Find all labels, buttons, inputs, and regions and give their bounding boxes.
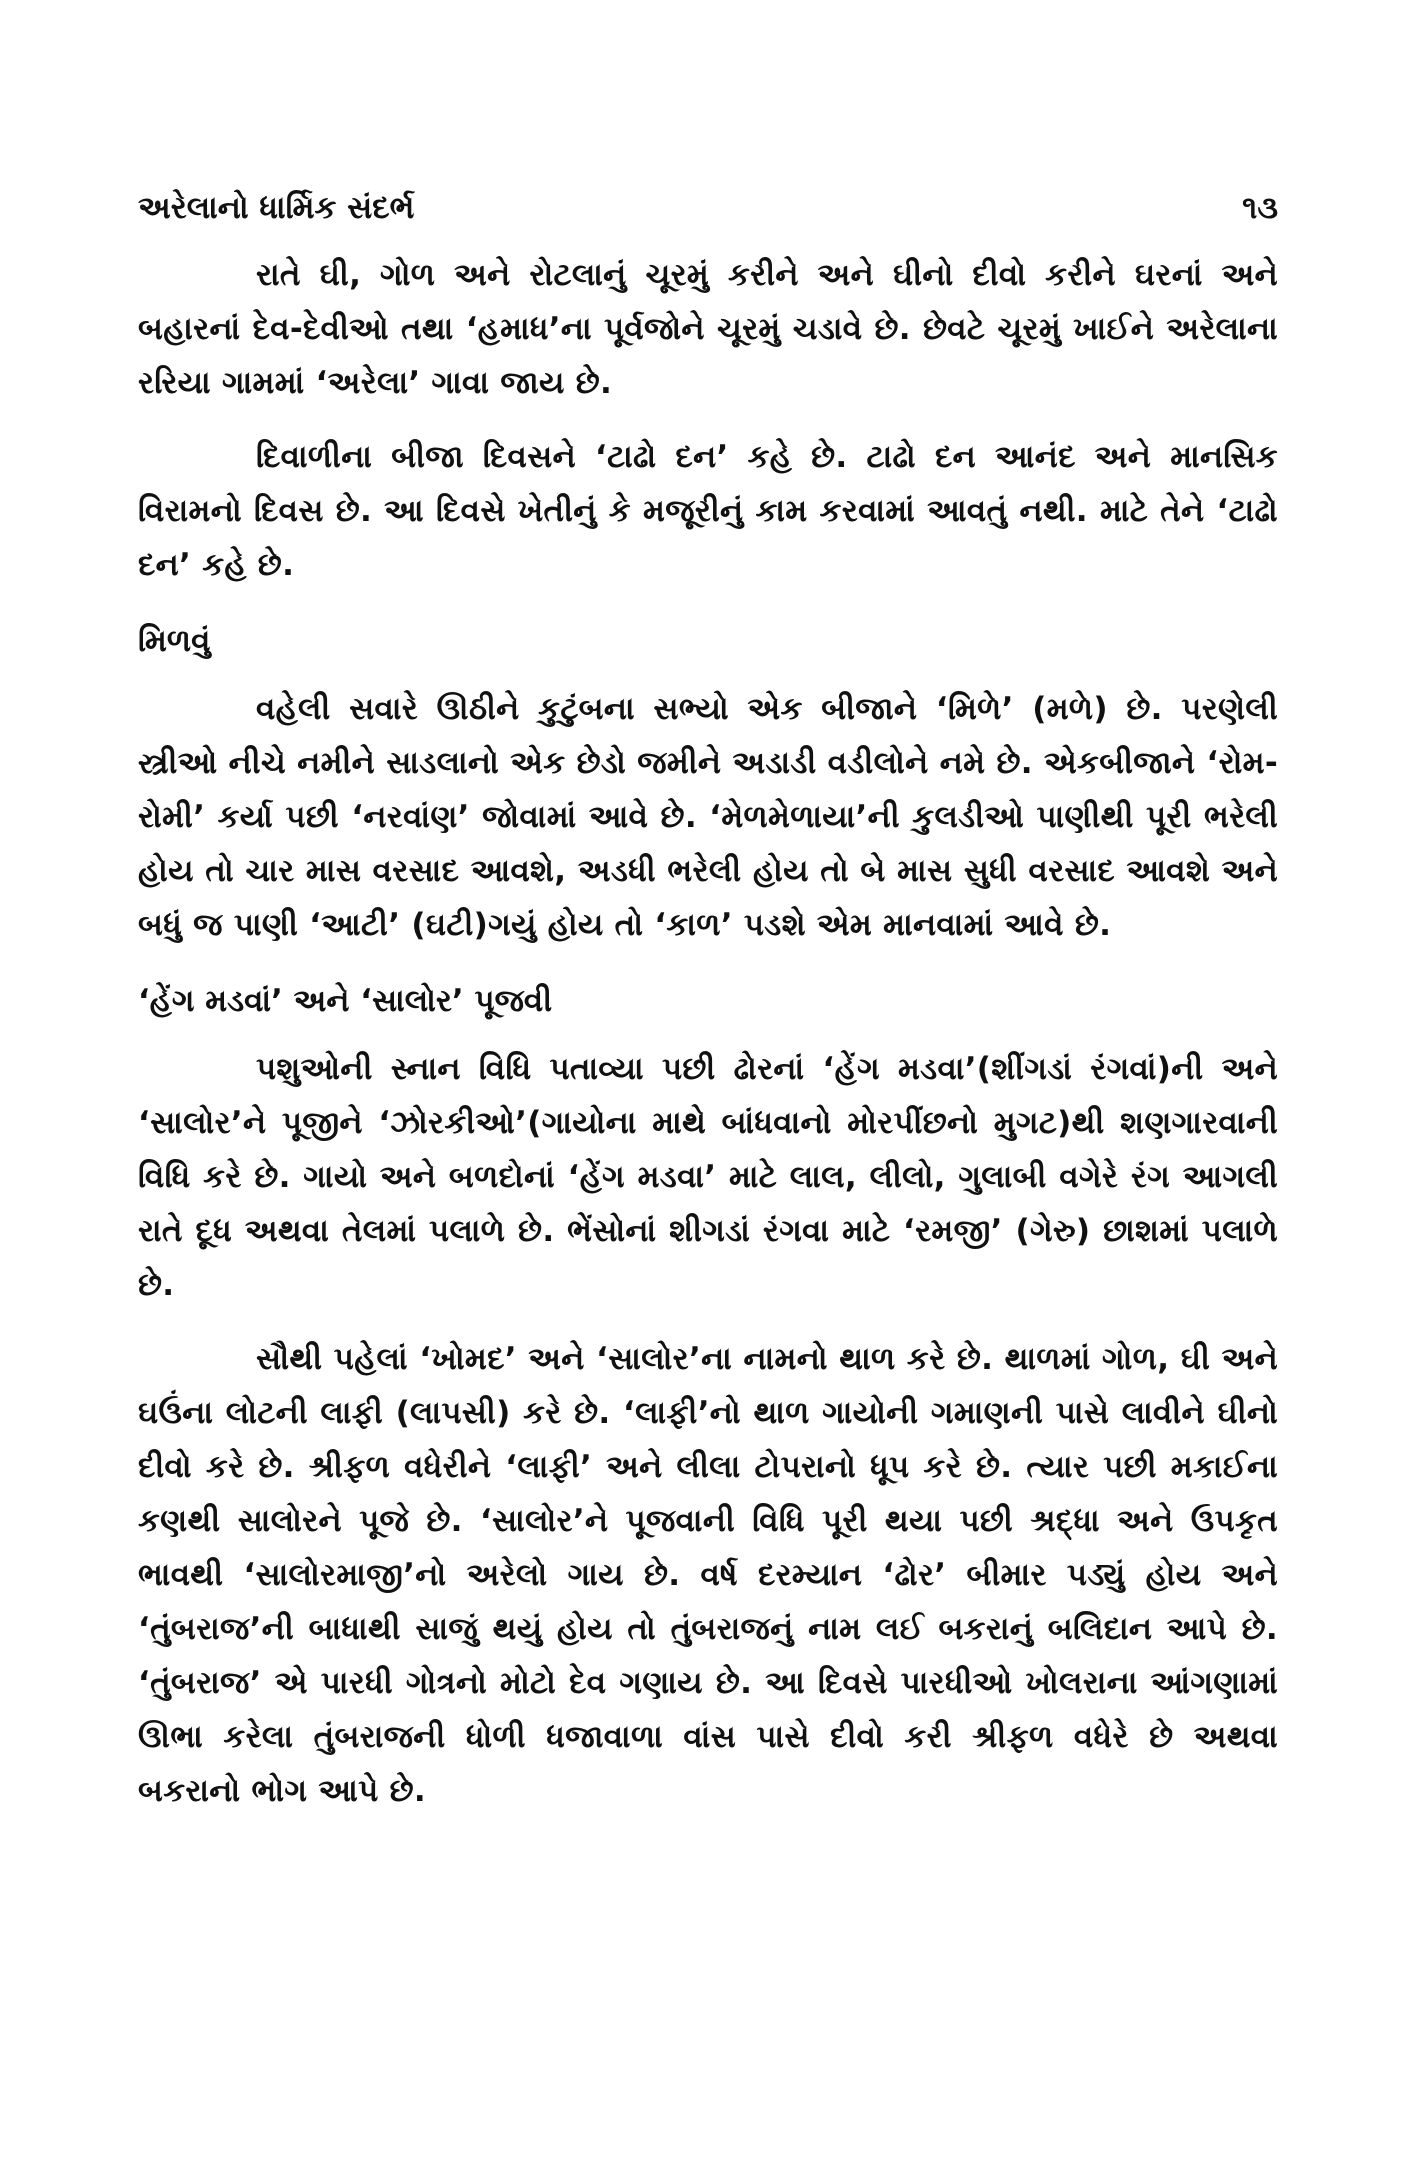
book-page [138, 190, 1278, 1818]
paragraph-2: દિવાળીના બીજા દિવસને ‘ટાઢો દન’ કહે છે. ટાઢો દન આનંદ અને માનસિક વિરામનો દિવસ છે. આ દિવસે ખેતીનું કે મજૂરીનું કામ કરવામાં આવતું નથી. માટે તેને ‘ટાઢો દન’ કહે છે. [138, 439, 1278, 583]
section-heading-heng-madva: ‘હેંગ મડવાં’ અને ‘સાલોર’ પૂજવી [138, 983, 553, 1019]
paragraph-5: સૌથી પહેલાં ‘ખોમદ’ અને ‘સાલોર’ના નામનો થાળ કરે છે. થાળમાં ગોળ, ઘી અને ઘઉંના લોટની લાફી (લાપસી) કરે છે. ‘લાફી’નો થાળ ગાયોની ગમાણની પાસે લાવીને ઘીનો દીવો કરે છે. શ્રીફળ વધેરીને ‘લાફી’ અને લીલા ટોપરાનો ધૂપ કરે છે. ત્યાર પછી મકાઈના કણથી સાલોરને પૂજે છે. ‘સાલોર’ને પૂજવાની વિધિ પૂરી થયા પછી શ્રદ્ધા અને ઉપકૃત ભાવથી ‘સાલોરમાજી’નો અરેલો ગાય છે. વર્ષ દરમ્યાન ‘ઢોર’ બીમાર પડ્યું હોય અને ‘તુંબરાજ’ની બાધાથી સાજું થયું હોય તો તુંબરાજનું નામ લઈ બકરાનું બલિદાન આપે છે. ‘તુંબરાજ’ એ પારધી ગોત્રનો મોટો દેવ ગણાય છે. આ દિવસે પારધીઓ ખોલરાના આંગણામાં ઊભા કરેલા તુંબરાજની ધોળી ધજાવાળા વાંસ પાસે દીવો કરી શ્રીફળ વધેરે છે અથવા બકરાનો ભોગ આપે છે. [138, 1341, 1278, 1809]
running-header [138, 190, 1278, 248]
paragraph-4: પશુઓની સ્નાન વિધિ પતાવ્યા પછી ઢોરનાં ‘હેંગ મડવા’(શીંગડાં રંગવાં)ની અને ‘સાલોર’ને પૂજીને ‘ઝોરકીઓ’(ગાયોના માથે બાંધવાનો મોરપીંછનો મુગટ)થી શણગારવાની વિધિ કરે છે. ગાયો અને બળદોનાં ‘હેંગ મડવા’ માટે લાલ, લીલો, ગુલાબી વગેરે રંગ આગલી રાતે દૂધ અથવા તેલમાં પલાળે છે. ભેંસોનાં શીગડાં રંગવા માટે ‘રમજી’ (ગેરુ) છાશમાં પલાળે છે. [138, 1051, 1278, 1303]
paragraph-1: રાતે ઘી, ગોળ અને રોટલાનું ચૂરમું કરીને અને ઘીનો દીવો કરીને ઘરનાં અને બહારનાં દેવ-દેવીઓ તથા ‘હમાધ’ના પૂર્વજોને ચૂરમું ચડાવે છે. છેવટે ચૂરમું ખાઈને અરેલાના રરિયા ગામમાં ‘અરેલા’ ગાવા જાય છે. [138, 257, 1278, 401]
paragraph-3: વહેલી સવારે ઊઠીને કુટુંબના સભ્યો એક બીજાને ‘મિળે’ (મળે) છે. પરણેલી સ્ત્રીઓ નીચે નમીને સાડલાનો એક છેડો જમીને અડાડી વડીલોને નમે છે. એકબીજાને ‘રોમ-રોમી’ કર્યા પછી ‘નરવાંણ’ જોવામાં આવે છે. ‘મેળમેળાયા’ની કુલડીઓ પાણીથી પૂરી ભરેલી હોય તો ચાર માસ વરસાદ આવશે, અડધી ભરેલી હોય તો બે માસ સુધી વરસાદ આવશે અને બધું જ પાણી ‘આટી’ (ઘટી)ગયું હોય તો ‘કાળ’ પડશે એમ માનવામાં આવે છે. [138, 691, 1278, 943]
page-number: ૧૩ [1242, 190, 1278, 226]
running-title: અરેલાનો ધાર્મિક સંદર્ભ [138, 190, 415, 226]
section-heading-milvu: મિળવું [138, 623, 211, 659]
